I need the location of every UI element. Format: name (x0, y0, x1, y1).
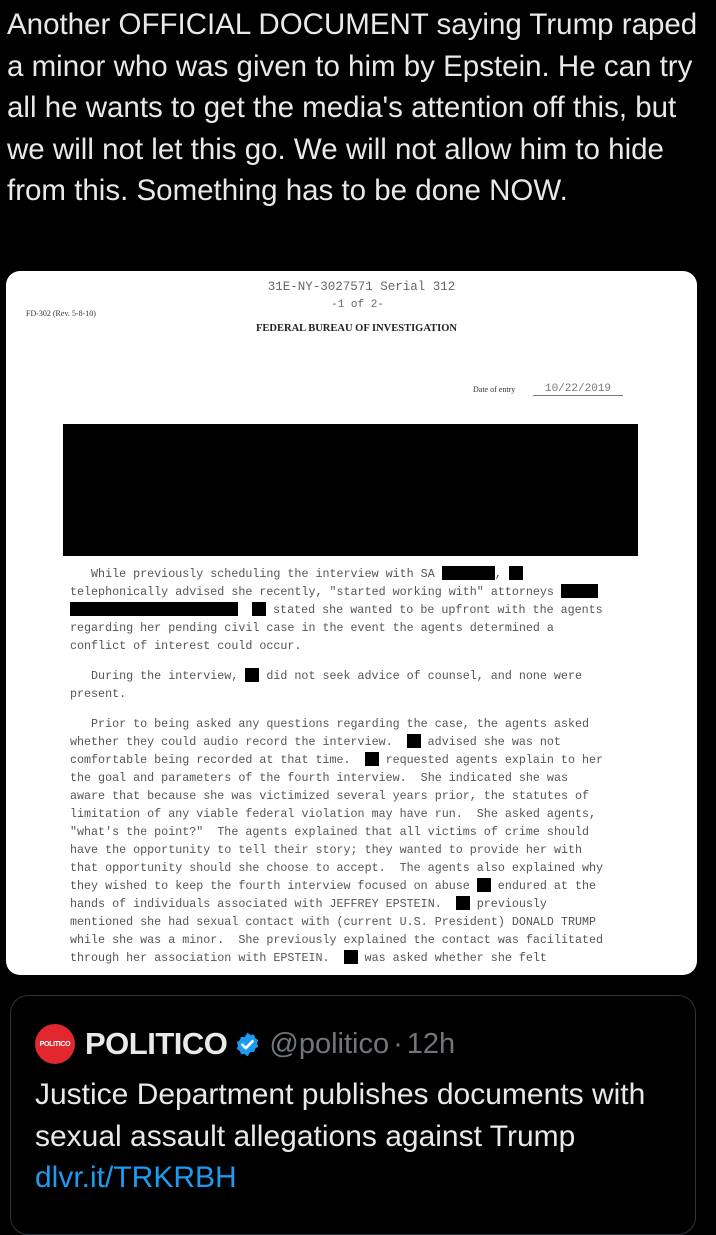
redaction-mark (245, 668, 259, 682)
document-text: did not seek advice of counsel, and none were (259, 669, 582, 683)
document-text: stated she wanted to be upfront with the agents (266, 603, 603, 617)
document-text: that opportunity should she choose to accept. The agents also explained why (70, 861, 604, 875)
document-line (70, 787, 603, 805)
redaction-mark (344, 950, 358, 964)
document-body (70, 565, 603, 975)
document-serial: 31E-NY-3027571 Serial 312 (267, 280, 456, 294)
document-text: whether they could audio record the interview. (70, 735, 407, 749)
document-text: Prior to being asked any questions regarding the case, the agents asked (70, 717, 590, 731)
verified-badge-icon (234, 1031, 261, 1058)
quoted-tweet[interactable] (10, 995, 696, 1235)
document-line (70, 913, 603, 931)
document-text: the goal and parameters of the fourth interview. She indicated she was (70, 771, 568, 785)
date-of-entry-label: Date of entry (473, 385, 516, 394)
document-text: telephonically advised she recently, "started working with" attorneys (70, 585, 561, 599)
document-line (70, 619, 603, 637)
document-text: while she was a minor. She previously explained the contact was facilitated (70, 933, 604, 947)
document-text (238, 603, 252, 617)
document-text: advised she was not (420, 735, 561, 749)
redaction-mark (252, 602, 266, 616)
document-text: limitation of any viable federal violation may have run. She asked agents, (70, 807, 597, 821)
article-link[interactable]: dlvr.it/TRKRBH (35, 1161, 237, 1194)
document-line (70, 733, 603, 751)
redaction-mark (407, 734, 421, 748)
attached-document-image[interactable] (6, 271, 697, 975)
document-text: While previously scheduling the interview with SA (70, 567, 442, 581)
document-text: , (494, 567, 509, 581)
document-text: previously (469, 897, 547, 911)
document-paragraph (70, 667, 603, 703)
document-line (70, 769, 603, 787)
politico-avatar[interactable]: POLITICO (35, 1024, 75, 1064)
document-paragraph (70, 715, 603, 967)
quoted-tweet-header (35, 1024, 455, 1064)
document-text: hands of individuals associated with JEFFREY EPSTEIN. (70, 897, 456, 911)
quoted-tweet-text (35, 1074, 675, 1199)
document-line (70, 601, 603, 619)
redaction-mark (477, 878, 491, 892)
document-line (70, 805, 603, 823)
document-line (70, 685, 603, 703)
document-text: During the interview, (70, 669, 246, 683)
document-line (70, 841, 603, 859)
document-line (70, 637, 603, 655)
document-text: endured at the (490, 879, 597, 893)
tweet-text: Another OFFICIAL DOCUMENT saying Trump raped a minor who was given to him by Epstein. He can try all he wants to get the media's attention off this, but we will not let this go. We will not allow him to hide from this. Something has to be done NOW. (7, 8, 698, 207)
document-text: aware that because she was victimized several years prior, the statutes of (70, 789, 590, 803)
redaction-block (63, 424, 638, 556)
document-line (70, 823, 603, 841)
separator: · (393, 1027, 403, 1060)
document-line (70, 931, 603, 949)
quoted-text: Justice Department publishes documents with sexual assault allegations against Trump (35, 1078, 646, 1153)
document-line (70, 583, 603, 601)
document-text: conflict of interest could occur. (70, 639, 302, 653)
document-paragraph (70, 565, 603, 655)
document-line (70, 751, 603, 769)
document-text: through her association with EPSTEIN. (70, 951, 344, 965)
document-text: requested agents explain to her (378, 753, 604, 767)
redaction-mark (70, 602, 238, 616)
timestamp[interactable]: 12h (406, 1027, 456, 1060)
agency-heading: FEDERAL BUREAU OF INVESTIGATION (256, 323, 457, 334)
document-line (70, 859, 603, 877)
document-line (70, 715, 603, 733)
document-text: "what's the point?" The agents explained that all victims of crime should (70, 825, 590, 839)
document-line (70, 895, 603, 913)
document-line (70, 877, 603, 895)
document-line (70, 667, 603, 685)
form-id: FD-302 (Rev. 5-8-10) (26, 309, 96, 318)
document-page-number: -1 of 2- (331, 299, 384, 311)
document-text: comfortable being recorded at that time. (70, 753, 365, 767)
document-text: they wished to keep the fourth interview focused on abuse (70, 879, 477, 893)
redaction-mark (509, 566, 523, 580)
redaction-mark (456, 896, 470, 910)
document-line (70, 565, 603, 583)
document-line (70, 949, 603, 967)
author-handle[interactable]: @politico (269, 1027, 390, 1060)
document-text: present. (70, 687, 127, 701)
date-of-entry-value: 10/22/2019 (533, 383, 623, 396)
redaction-mark (561, 584, 598, 598)
redaction-mark (365, 752, 379, 766)
document-text: was asked whether she felt (357, 951, 547, 965)
document-text: have the opportunity to tell their story; they wanted to provide her with (70, 843, 582, 857)
document-text: mentioned she had sexual contact with (current U.S. President) DONALD TRUMP (70, 915, 597, 929)
author-name[interactable]: POLITICO (85, 1026, 228, 1061)
redaction-mark (442, 566, 495, 580)
document-text: regarding her pending civil case in the event the agents determined a (70, 621, 554, 635)
